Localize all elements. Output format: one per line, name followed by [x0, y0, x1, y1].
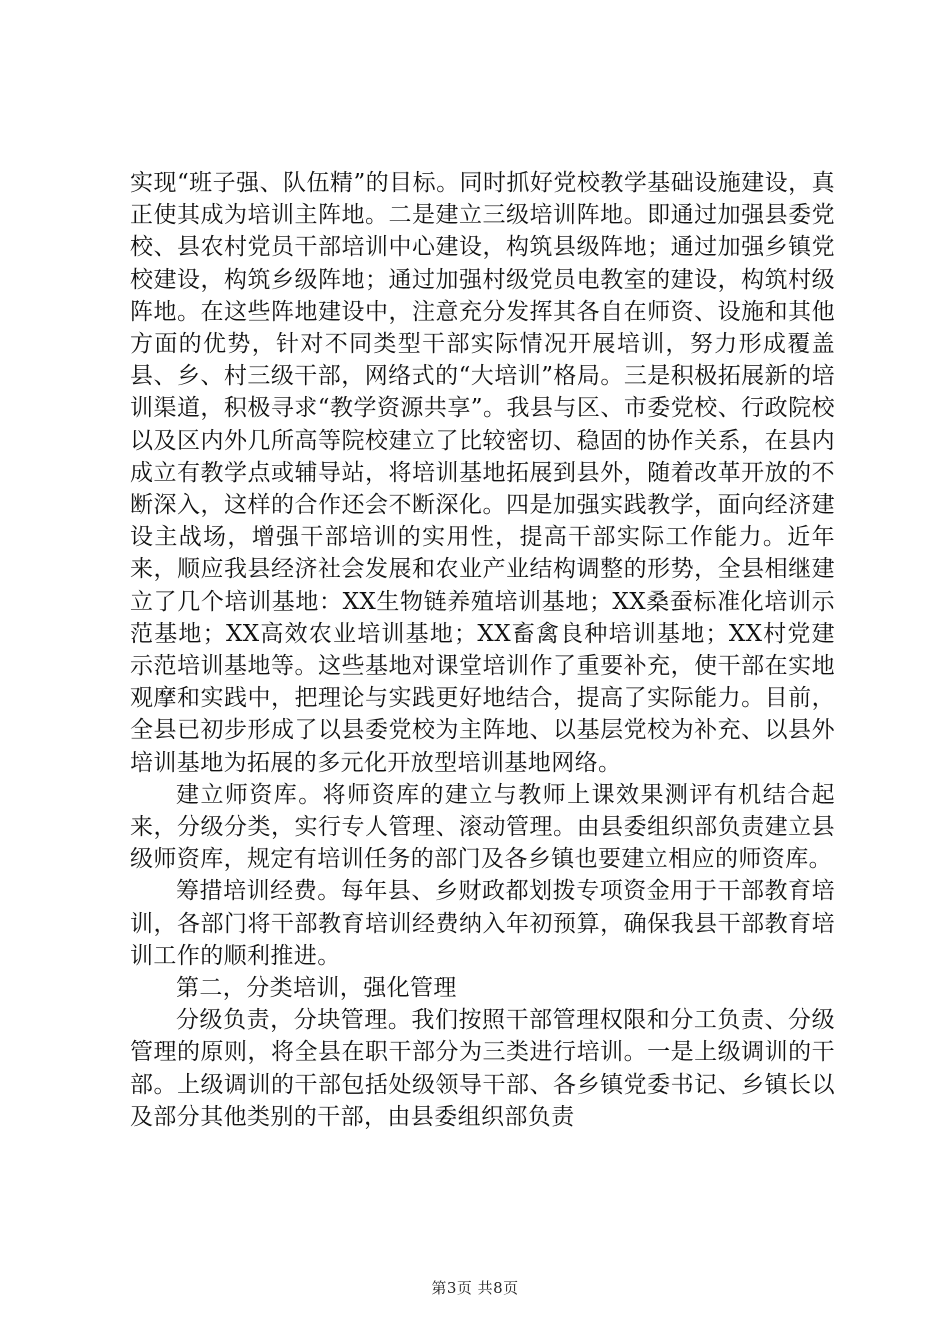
paragraph-tiered-management: 分级负责，分块管理。我们按照干部管理权限和分工负责、分级管理的原则，将全县在职干部分为三类进行培训。一是上级调训的干部。上级调训的干部包括处级领导干部、各乡镇党委书记、乡镇长以及部分其他类别的干部，由县委组织部负责 — [130, 1007, 835, 1130]
document-body — [130, 167, 835, 1133]
section-heading-classified-training: 第二，分类培训，强化管理 — [176, 975, 457, 1002]
paragraph-teacher-pool: 建立师资库。将师资库的建立与教师上课效果测评有机结合起来，分级分类，实行专人管理、滚动管理。由县委组织部负责建立县级师资库，规定有培训任务的部门及各乡镇也要建立相应的师资库。 — [130, 781, 835, 873]
paragraph-training-funds: 筹措培训经费。每年县、乡财政都划拨专项资金用于干部教育培训，各部门将干部教育培训经费纳入年初预算，确保我县干部教育培训工作的顺利推进。 — [130, 878, 835, 969]
paragraph-continuation: 实现“班子强、队伍精”的目标。同时抓好党校教学基础设施建设，真正使其成为培训主阵地。二是建立三级培训阵地。即通过加强县委党校、县农村党员干部培训中心建设，构筑县级阵地；通过加强乡镇党校建设，构筑乡级阵地；通过加强村级党员电教室的建设，构筑村级阵地。在这些阵地建设中，注意充分发挥其各自在师资、设施和其他方面的优势，针对不同类型干部实际情况开展培训，努力形成覆盖县、乡、村三级干部，网络式的“大培训”格局。三是积极拓展新的培训渠道，积极寻求“教学资源共享”。我县与区、市委党校、行政院校以及区内外几所高等院校建立了比较密切、稳固的协作关系，在县内成立有教学点或辅导站，将培训基地拓展到县外，随着改革开放的不断深入，这样的合作还会不断深化。四是加强实践教学，面向经济建设主战场，增强干部培训的实用性，提高干部实际工作能力。近年来，顺应我县经济社会发展和农业产业结构调整的形势，全县相继建立了几个培训基地：XX生物链养殖培训基地；XX桑蚕标准化培训示范基地；XX高效农业培训基地；XX畜禽良种培训基地；XX村党建示范培训基地等。这些基地对课堂培训作了重要补充，使干部在实地观摩和实践中，把理论与实践更好地结合，提高了实际能力。目前，全县已初步形成了以县委党校为主阵地、以基层党校为补充、以县外培训基地为拓展的多元化开放型培训基地网络。 — [130, 170, 835, 776]
page-number-footer: 第3页 共8页 — [431, 1279, 519, 1297]
